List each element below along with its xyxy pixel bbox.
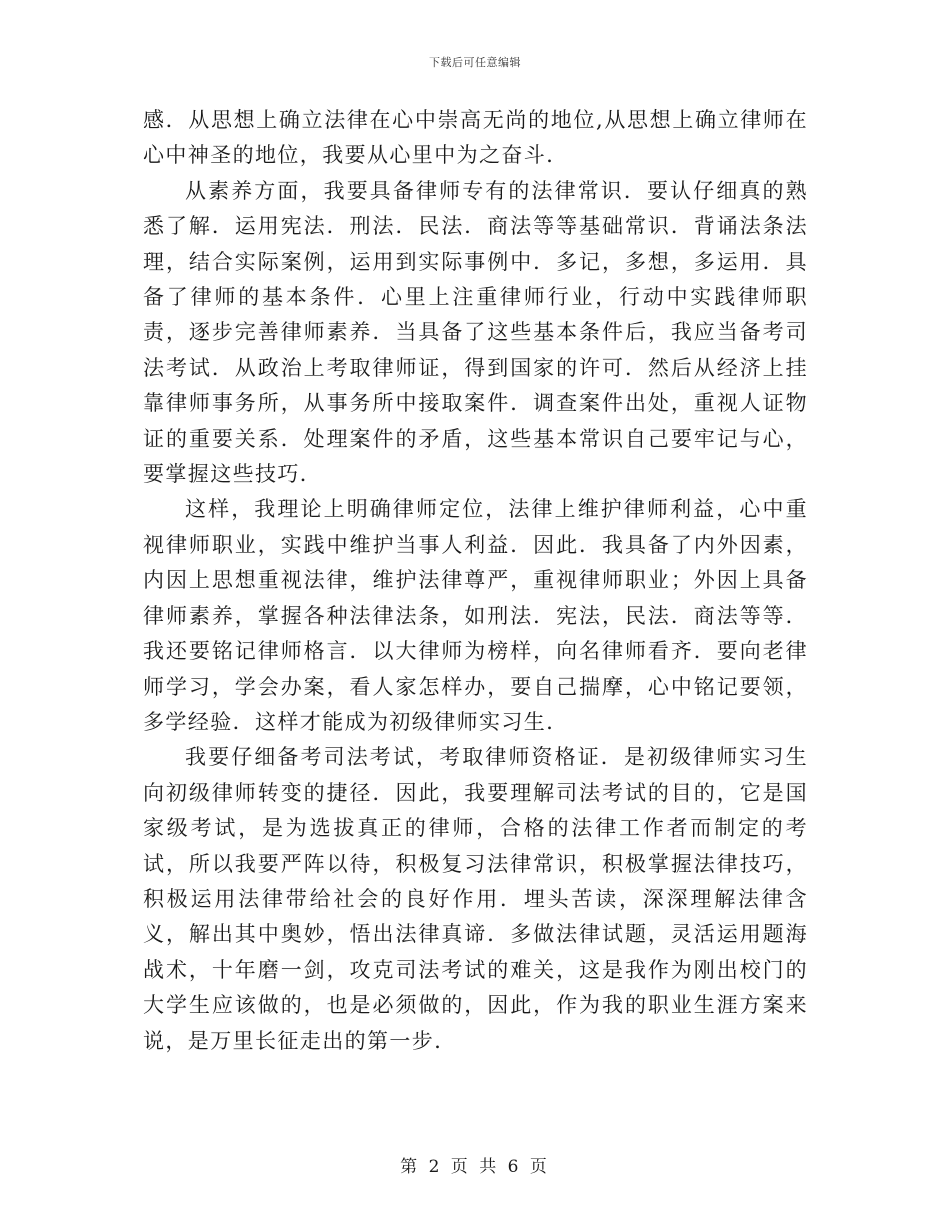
- page-header: 下载后可任意编辑: [429, 56, 521, 69]
- paragraph-2: 从素养方面，我要具备律师专有的法律常识．要认仔细真的熟悉了解．运用宪法．刑法．民法．商法等等基础常识．背诵法条法理，结合实际案例，运用到实际事例中．多记，多想，多运用．具备了律师的基本条件．心里上注重律师行业，行动中实践律师职责，逐步完善律师素养．当具备了这些基本条件后，我应当备考司法考试．从政治上考取律师证，得到国家的许可．然后从经济上挂靠律师事务所，从事务所中接取案件．调查案件出处，重视人证物证的重要关系．处理案件的矛盾，这些基本常识自己要牢记与心，要掌握这些技巧．: [143, 178, 808, 487]
- paragraph-4: 我要仔细备考司法考试，考取律师资格证．是初级律师实习生向初级律师转变的捷径．因此，我要理解司法考试的目的，它是国家级考试，是为选拔真正的律师，合格的法律工作者而制定的考试，所以我要严阵以待，积极复习法律常识，积极掌握法律技巧，积极运用法律带给社会的良好作用．埋头苦读，深深理解法律含义，解出其中奥妙，悟出法律真谛．多做法律试题，灵活运用题海战术，十年磨一剑，攻克司法考试的难关，这是我作为刚出校门的大学生应该做的，也是必须做的，因此，作为我的职业生涯方案来说，是万里长征走出的第一步．: [143, 745, 808, 1053]
- paragraph-3: 这样，我理论上明确律师定位，法律上维护律师利益，心中重视律师职业，实践中维护当事人利益．因此．我具备了内外因素，内因上思想重视法律，维护法律尊严，重视律师职业；外因上具备律师素养，掌握各种法律法条，如刑法．宪法，民法．商法等等．我还要铭记律师格言．以大律师为榜样，向名律师看齐．要向老律师学习，学会办案，看人家怎样办，要自己揣摩，心中铭记要领，多学经验．这样才能成为初级律师实习生．: [143, 497, 808, 734]
- page-number: 第 2 页 共 6 页: [400, 1157, 550, 1177]
- document-body: [143, 103, 808, 1059]
- paragraph-1: 感．从思想上确立法律在心中崇高无尚的地位,从思想上确立律师在心中神圣的地位，我要从心里中为之奋斗．: [143, 108, 808, 168]
